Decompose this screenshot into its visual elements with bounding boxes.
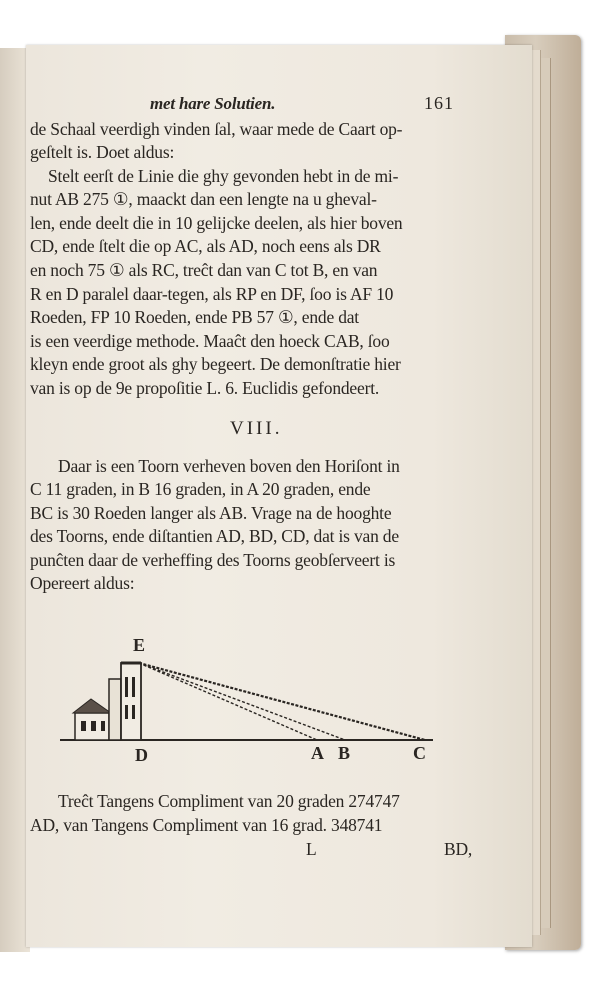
label-e: E: [133, 635, 146, 655]
text-line: CD, ende ſtelt die op AC, als AD, noch eens als DR: [30, 236, 381, 256]
text-line: de Schaal veerdigh vinden ſal, waar mede de Caart op-: [30, 119, 403, 139]
text-line: BC is 30 Roeden langer als AB. Vrage na de hooghte: [30, 503, 392, 523]
tower-icon: [121, 663, 141, 740]
text-line: geſtelt is. Doet aldus:: [30, 142, 175, 162]
text-line: C 11 graden, in B 16 graden, in A 20 graden, ende: [30, 479, 371, 499]
catchword: BD,: [444, 839, 473, 859]
text-line: R en D paralel daar-tegen, als RP en DF, ſoo is AF 10: [30, 284, 394, 304]
text-line: Opereert aldus:: [30, 573, 135, 593]
sight-line-ec: [139, 663, 425, 740]
text-line: des Toorns, ende diſtantien AD, BD, CD, dat is van de: [30, 526, 399, 546]
text-line: en noch 75 ① als RC, treĉt dan van C tot B, en van: [30, 260, 378, 280]
sight-line-ea: [139, 663, 317, 740]
sight-line-eb: [139, 663, 345, 740]
tower-wing: [109, 679, 121, 740]
label-c: C: [413, 743, 426, 763]
page-edges: [540, 58, 551, 928]
label-a: A: [311, 743, 324, 763]
text-line: punĉten daar de verheffing des Toorns geobſerveert is: [30, 550, 396, 570]
text-line: nut AB 275 ①, maackt dan een lengte na u gheval-: [30, 189, 377, 209]
label-d: D: [135, 745, 148, 765]
catchword-signature: L: [306, 839, 317, 859]
text-line: len, ende deelt die in 10 gelijcke deelen, als hier boven: [30, 213, 403, 233]
running-title: met hare Solutien.: [150, 94, 276, 113]
page-number: 161: [424, 93, 454, 113]
text-line: AD, van Tangens Compliment van 16 grad. 348741: [30, 815, 383, 835]
text-line: is een veerdige methode. Maaĉt den hoeck CAB, ſoo: [30, 331, 390, 351]
text-line: Roeden, FP 10 Roeden, ende PB 57 ①, ende dat: [30, 307, 359, 327]
label-b: B: [338, 743, 351, 763]
text-line: Stelt eerſt de Linie die ghy gevonden hebt in de mi-: [48, 166, 399, 186]
text-line: Daar is een Toorn verheven boven den Horiſont in: [58, 456, 400, 476]
section-number: VIII.: [230, 418, 283, 439]
book-page: [26, 45, 532, 947]
house-roof: [73, 699, 111, 713]
tower-diagram: [55, 633, 435, 773]
text-line: Treĉt Tangens Compliment van 20 graden 274747: [58, 791, 400, 811]
text-line: kleyn ende groot als ghy begeert. De demonſtratie hier: [30, 354, 401, 374]
tower-figure: [55, 633, 435, 773]
text-line: van is op de 9e propoſitie L. 6. Euclidis gefondeert.: [30, 378, 380, 398]
